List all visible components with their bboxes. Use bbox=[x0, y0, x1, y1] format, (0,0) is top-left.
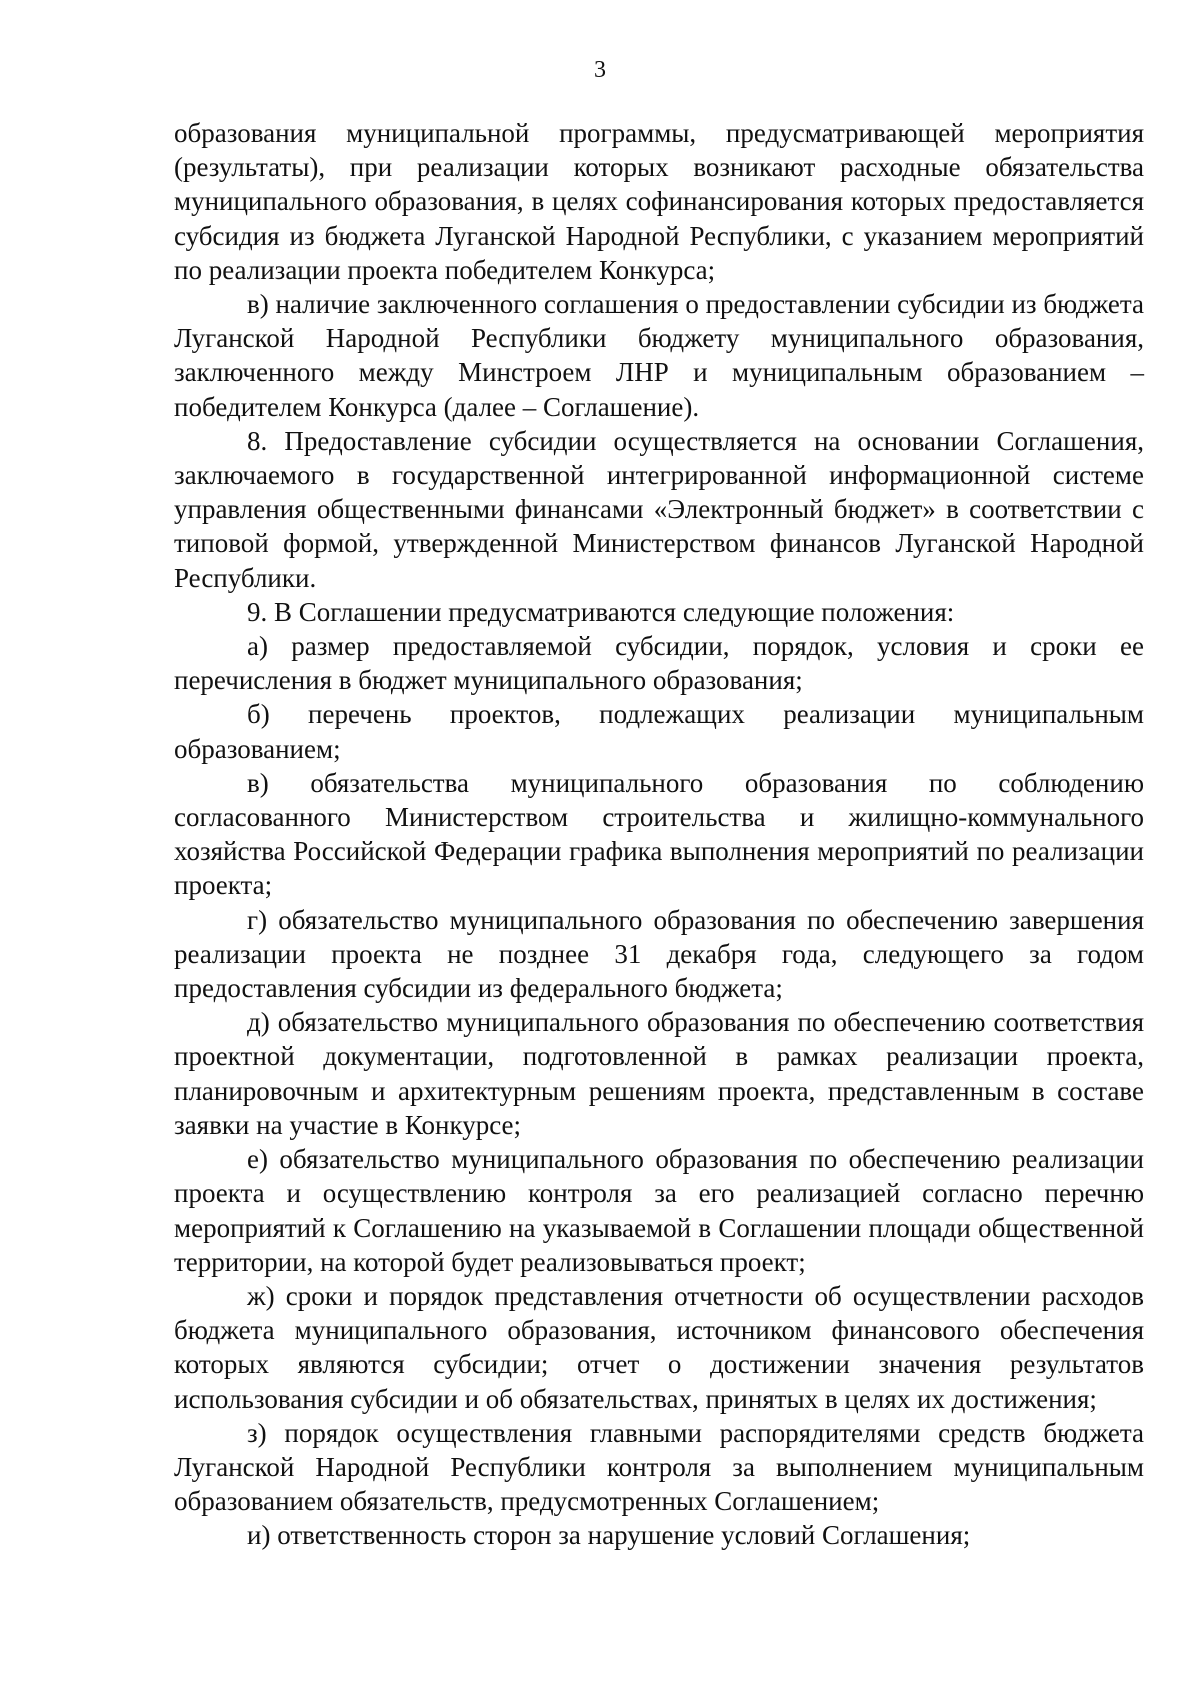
paragraph-item-z: з) порядок осуществления главными распорядителями средств бюджета Луганской Народной Республики контроля за выполнением муниципальным образованием обязательств, предусмотренных Соглашением; bbox=[174, 1417, 1144, 1517]
paragraph-clause-8: 8. Предоставление субсидии осуществляется на основании Соглашения, заключаемого в государственной интегрированной информационной системе управления общественными финансами «Электронный бюджет» в соответствии с типовой формой, утвержденной Министерством финансов Луганской Народной Республики. bbox=[174, 425, 1144, 593]
paragraph-clause-9: 9. В Соглашении предусматриваются следующие положения: bbox=[247, 596, 955, 627]
paragraph-item-d: д) обязательство муниципального образования по обеспечению соответствия проектной документации, подготовленной в рамках реализации проекта, планировочным и архитектурным решениям проекта, представленным в составе заявки на участие в Конкурсе; bbox=[174, 1007, 1144, 1140]
paragraph-item-v: в) обязательства муниципального образования по соблюдению согласованного Министерством строительства и жилищно-коммунального хозяйства Российской Федерации графика выполнения мероприятий по реализации проекта; bbox=[174, 767, 1144, 901]
paragraph-item-a: а) размер предоставляемой субсидии, порядок, условия и сроки ее перечисления в бюджет муниципального образования; bbox=[174, 631, 1144, 696]
paragraph-item-v-agreement: в) наличие заключенного соглашения о предоставлении субсидии из бюджета Луганской Народной Республики бюджету муниципального образования, заключенного между Минстроем ЛНР и муниципальным образованием – победителем Конкурса (далее – Соглашение). bbox=[174, 289, 1144, 422]
paragraph-item-e: е) обязательство муниципального образования по обеспечению реализации проекта и осуществлению контроля за его реализацией согласно перечню мероприятий к Соглашению на указываемой в Соглашении площади общественной территории, на которой будет реализовываться проект; bbox=[174, 1144, 1144, 1277]
paragraph-item-zh: ж) сроки и порядок представления отчетности об осуществлении расходов бюджета муниципального образования, источником финансового обеспечения которых являются субсидии; отчет о достижении значения результатов использования субсидии и об обязательствах, принятых в целях их достижения; bbox=[174, 1280, 1144, 1414]
paragraph-item-g: г) обязательство муниципального образования по обеспечению завершения реализации проекта не позднее 31 декабря года, следующего за годом предоставления субсидии из федерального бюджета; bbox=[174, 904, 1144, 1004]
paragraph-item-b: б) перечень проектов, подлежащих реализации муниципальным образованием; bbox=[174, 699, 1144, 764]
document-body bbox=[174, 116, 1144, 1553]
paragraph-item-i: и) ответственность сторон за нарушение условий Соглашения; bbox=[247, 1520, 971, 1551]
page-number: 3 bbox=[594, 57, 606, 83]
paragraph-continuation: образования муниципальной программы, предусматривающей мероприятия (результаты), при реализации которых возникают расходные обязательства муниципального образования, в целях софинансирования которых предоставляется субсидия из бюджета Луганской Народной Республики, с указанием мероприятий по реализации проекта победителем Конкурса; bbox=[174, 118, 1144, 285]
